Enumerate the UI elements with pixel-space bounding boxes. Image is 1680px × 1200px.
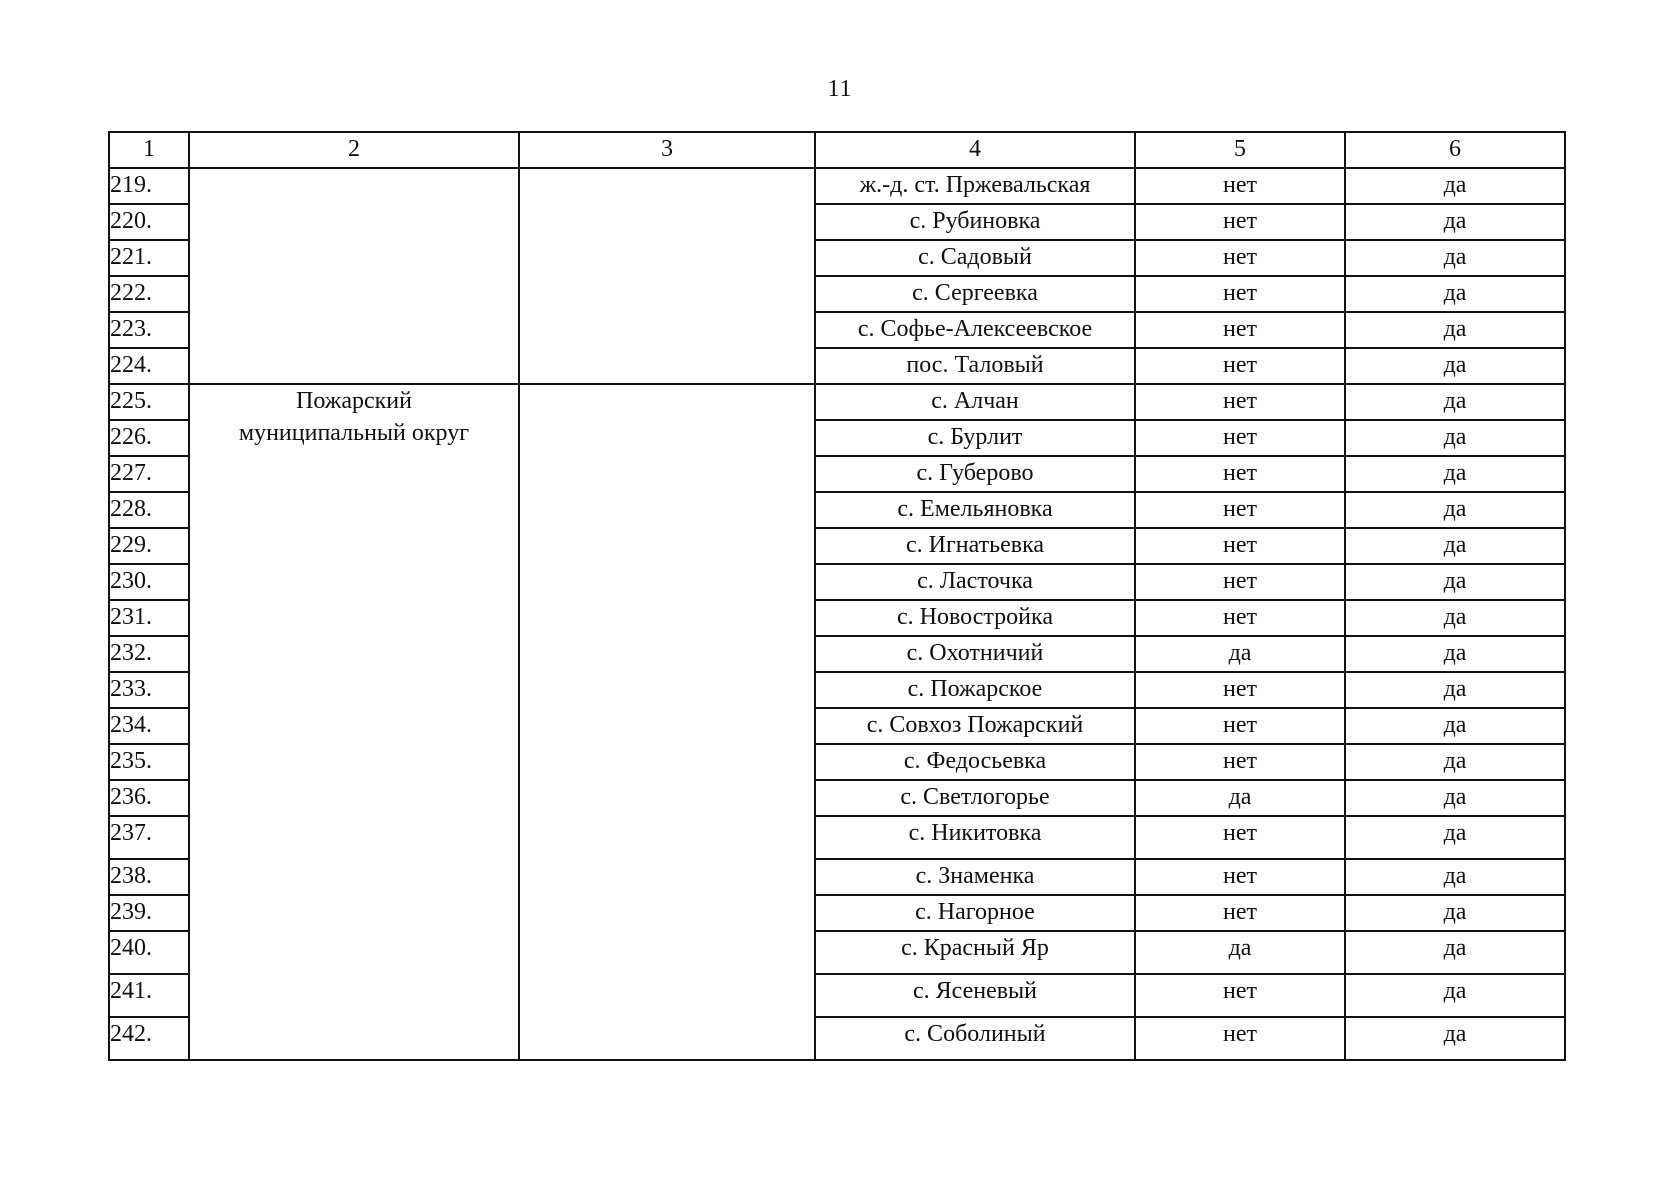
- column-6-value: да: [1345, 1017, 1565, 1060]
- row-number: 242.: [109, 1017, 189, 1060]
- column-5-value: нет: [1135, 240, 1345, 276]
- column-5-value: да: [1135, 931, 1345, 974]
- settlement-name: с. Охотничий: [815, 636, 1135, 672]
- column-5-value: нет: [1135, 564, 1345, 600]
- table-row: [109, 168, 1565, 204]
- column-5-value: да: [1135, 780, 1345, 816]
- row-number: 223.: [109, 312, 189, 348]
- row-number: 220.: [109, 204, 189, 240]
- column-5-value: нет: [1135, 384, 1345, 420]
- row-number: 219.: [109, 168, 189, 204]
- column-6-value: да: [1345, 528, 1565, 564]
- row-number: 241.: [109, 974, 189, 1017]
- column-header-1: 1: [109, 132, 189, 168]
- settlement-name: с. Ясеневый: [815, 974, 1135, 1017]
- table-header: [109, 132, 1565, 168]
- column-6-value: да: [1345, 895, 1565, 931]
- district-name-line2: муниципальный округ: [238, 420, 470, 446]
- settlement-name: с. Новостройка: [815, 600, 1135, 636]
- settlement-name: с. Емельяновка: [815, 492, 1135, 528]
- column-6-value: да: [1345, 816, 1565, 859]
- settlement-name: с. Губерово: [815, 456, 1135, 492]
- district-name-line1: Пожарский: [296, 388, 412, 414]
- previous-district-col3-cell: [519, 168, 815, 384]
- settlements-table: [108, 131, 1566, 1061]
- column-header-2: 2: [189, 132, 519, 168]
- settlement-name: с. Нагорное: [815, 895, 1135, 931]
- table-row: [109, 384, 1565, 420]
- header-row: [109, 132, 1565, 168]
- column-5-value: нет: [1135, 974, 1345, 1017]
- column-5-value: нет: [1135, 348, 1345, 384]
- settlement-name: с. Никитовка: [815, 816, 1135, 859]
- column-5-value: нет: [1135, 1017, 1345, 1060]
- settlement-name: с. Светлогорье: [815, 780, 1135, 816]
- column-5-value: нет: [1135, 168, 1345, 204]
- column-5-value: нет: [1135, 816, 1345, 859]
- column-6-value: да: [1345, 204, 1565, 240]
- column-6-value: да: [1345, 384, 1565, 420]
- row-number: 228.: [109, 492, 189, 528]
- column-5-value: нет: [1135, 708, 1345, 744]
- row-number: 233.: [109, 672, 189, 708]
- row-number: 229.: [109, 528, 189, 564]
- settlement-name: с. Федосьевка: [815, 744, 1135, 780]
- column-6-value: да: [1345, 744, 1565, 780]
- column-6-value: да: [1345, 600, 1565, 636]
- column-6-value: да: [1345, 859, 1565, 895]
- row-number: 235.: [109, 744, 189, 780]
- settlement-name: с. Алчан: [815, 384, 1135, 420]
- settlement-name: с. Бурлит: [815, 420, 1135, 456]
- column-5-value: нет: [1135, 528, 1345, 564]
- row-number: 239.: [109, 895, 189, 931]
- row-number: 240.: [109, 931, 189, 974]
- page-number: 11: [827, 76, 853, 102]
- row-number: 238.: [109, 859, 189, 895]
- column-5-value: нет: [1135, 859, 1345, 895]
- column-6-value: да: [1345, 456, 1565, 492]
- settlement-name: с. Софье-Алексеевское: [815, 312, 1135, 348]
- column-6-value: да: [1345, 974, 1565, 1017]
- column-header-5: 5: [1135, 132, 1345, 168]
- column-6-value: да: [1345, 492, 1565, 528]
- column-6-value: да: [1345, 564, 1565, 600]
- column-5-value: нет: [1135, 492, 1345, 528]
- settlement-name: с. Игнатьевка: [815, 528, 1135, 564]
- row-number: 226.: [109, 420, 189, 456]
- column-5-value: нет: [1135, 895, 1345, 931]
- table-body: [109, 168, 1565, 1060]
- column-6-value: да: [1345, 636, 1565, 672]
- settlement-name: ж.-д. ст. Пржевальская: [815, 168, 1135, 204]
- settlement-name: с. Соболиный: [815, 1017, 1135, 1060]
- column-6-value: да: [1345, 931, 1565, 974]
- settlement-name: с. Ласточка: [815, 564, 1135, 600]
- column-5-value: нет: [1135, 672, 1345, 708]
- row-number: 230.: [109, 564, 189, 600]
- row-number: 237.: [109, 816, 189, 859]
- row-number: 221.: [109, 240, 189, 276]
- column-5-value: нет: [1135, 744, 1345, 780]
- column-header-3: 3: [519, 132, 815, 168]
- settlement-name: с. Сергеевка: [815, 276, 1135, 312]
- settlement-name: с. Пожарское: [815, 672, 1135, 708]
- column-6-value: да: [1345, 168, 1565, 204]
- settlement-name: пос. Таловый: [815, 348, 1135, 384]
- row-number: 231.: [109, 600, 189, 636]
- column-6-value: да: [1345, 240, 1565, 276]
- column-6-value: да: [1345, 708, 1565, 744]
- row-number: 236.: [109, 780, 189, 816]
- settlement-name: с. Рубиновка: [815, 204, 1135, 240]
- column-5-value: нет: [1135, 312, 1345, 348]
- row-number: 232.: [109, 636, 189, 672]
- settlement-name: с. Красный Яр: [815, 931, 1135, 974]
- settlement-name: с. Садовый: [815, 240, 1135, 276]
- row-number: 224.: [109, 348, 189, 384]
- column-6-value: да: [1345, 672, 1565, 708]
- column-5-value: нет: [1135, 456, 1345, 492]
- settlement-name: с. Совхоз Пожарский: [815, 708, 1135, 744]
- district-cell: [189, 384, 519, 1060]
- column-6-value: да: [1345, 276, 1565, 312]
- column-5-value: нет: [1135, 420, 1345, 456]
- column-6-value: да: [1345, 312, 1565, 348]
- column-6-value: да: [1345, 348, 1565, 384]
- column-6-value: да: [1345, 420, 1565, 456]
- row-number: 222.: [109, 276, 189, 312]
- column-header-6: 6: [1345, 132, 1565, 168]
- district-col3-cell: [519, 384, 815, 1060]
- column-5-value: нет: [1135, 204, 1345, 240]
- column-5-value: нет: [1135, 600, 1345, 636]
- column-header-4: 4: [815, 132, 1135, 168]
- column-5-value: нет: [1135, 276, 1345, 312]
- row-number: 225.: [109, 384, 189, 420]
- column-6-value: да: [1345, 780, 1565, 816]
- column-5-value: да: [1135, 636, 1345, 672]
- settlement-name: с. Знаменка: [815, 859, 1135, 895]
- row-number: 227.: [109, 456, 189, 492]
- row-number: 234.: [109, 708, 189, 744]
- previous-district-cell: [189, 168, 519, 384]
